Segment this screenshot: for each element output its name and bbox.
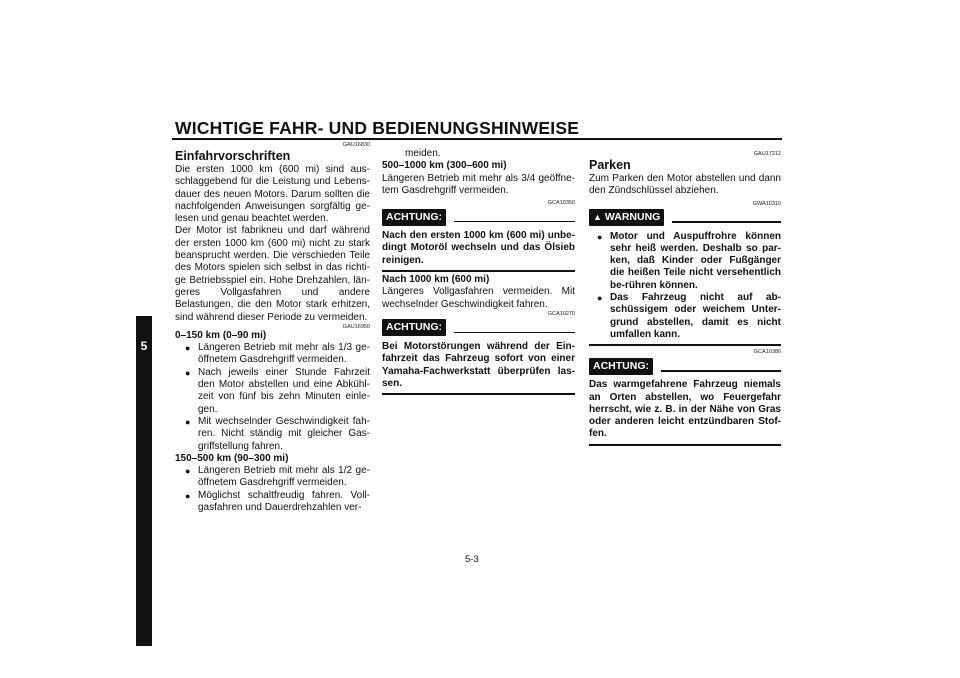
caution-end-rule: [382, 393, 575, 395]
ref-code: GAU16950: [342, 323, 370, 330]
paragraph: Der Motor ist fabrikneu und darf während der ersten 1000 km (600 mi) nicht zu stark beansprucht werden. Die verschieden Teile des Motors spielen sich selbst in das richti-ge Betriebsspiel ein. Hohe Drehzahlen, län-geres Vollgasfahren und andere Belastungen, die den Motor stark erhitzen, sind während dieser Periode zu vermeiden.: [175, 225, 370, 323]
bullet-list: [175, 465, 370, 514]
list-item: ● Mit wechselnder Geschwindigkeit fah-ren. Nicht ständig mit gleicher Gas-griffstellung fahren.: [185, 415, 370, 452]
page-title: WICHTIGE FAHR- UND BEDIENUNGSHINWEISE: [175, 118, 580, 138]
paragraph: Längeren Betrieb mit mehr als 3/4 geöffne-tem Gasdrehgriff vermeiden.: [382, 172, 575, 196]
caution-box: [589, 355, 781, 445]
caution-label: ACHTUNG:: [589, 358, 653, 375]
list-item: ● Längeren Betrieb mit mehr als 1/2 ge-öffnetem Gasdrehgriff vermeiden.: [185, 465, 370, 489]
ref-code: GCA10350: [547, 200, 575, 207]
caution-text: Nach den ersten 1000 km (600 mi) unbe-dingt Motoröl wechseln und das Ölsieb reinigen.: [382, 230, 575, 266]
bullet-icon: ●: [185, 416, 191, 427]
title-rule: [172, 138, 782, 140]
caution-box: [382, 206, 575, 272]
ref-code: GWA10310: [752, 200, 781, 207]
list-item: ● Motor und Auspuffrohre können sehr heiß werden. Deshalb so par-ken, daß Kinder oder Fußgänger die heißen Teile nicht versehentlich be-rühren können.: [597, 230, 781, 291]
warning-triangle-icon: ▲: [593, 212, 602, 223]
section-heading-einfahrvorschriften: Einfahrvorschriften: [175, 149, 291, 163]
caution-end-rule: [382, 270, 575, 272]
caution-end-rule: [589, 444, 781, 446]
caution-box: [382, 317, 575, 395]
paragraph: Die ersten 1000 km (600 mi) sind aus-schlaggebend für die Leistung und Lebens-dauer des neuen Motors. Darum sollten die nachfolgenden Anweisungen sorgfältig ge-lesen und genau beachtet werden.: [175, 164, 370, 225]
subheading: 150–500 km (90–300 mi): [175, 452, 289, 464]
column-2: [382, 142, 575, 395]
column-1: [175, 142, 370, 514]
subheading: Nach 1000 km (600 mi): [382, 274, 490, 286]
bullet-icon: ●: [185, 367, 191, 378]
bullet-icon: ●: [185, 466, 191, 477]
list-item: ● Möglichst schaltfreudig fahren. Voll-gasfahren und Dauerdrehzahlen ver-: [185, 489, 370, 514]
caution-text: Das warmgefahrene Fahrzeug niemals an Orten abstellen, wo Feuergefahr herrscht, wie z. B. in der Nähe von Gras oder anderen leicht entzündbaren Stof-fen.: [589, 379, 781, 440]
section-heading-parken: Parken: [589, 158, 631, 172]
list-item: ● Längeren Betrieb mit mehr als 1/3 ge-öffnetem Gasdrehgriff vermeiden.: [185, 342, 370, 366]
bullet-icon: ●: [185, 343, 191, 354]
list-item: ● Nach jeweils einer Stunde Fahrzeit den Motor abstellen und eine Abkühl-zeit von fünf bis zehn Minuten einle-gen.: [185, 366, 370, 415]
warning-label: ▲ WARNUNG: [589, 209, 664, 226]
warning-box: [589, 207, 781, 347]
subheading: 0–150 km (0–90 mi): [175, 329, 267, 341]
continued-text: meiden.: [405, 148, 441, 159]
warning-list: [589, 231, 781, 342]
chapter-tab: [136, 316, 152, 646]
caution-text: Bei Motorstörungen während der Ein-fahrzeit das Fahrzeug sofort von einer Yamaha-Fachwerkstatt überprüfen las-sen.: [382, 340, 575, 389]
column-3: [589, 142, 781, 446]
ref-code: GCA10270: [547, 310, 575, 317]
bullet-icon: ●: [185, 490, 191, 501]
paragraph: Längeres Vollgasfahren vermeiden. Mit wechselnder Geschwindigkeit fahren.: [382, 286, 575, 310]
chapter-number: 5: [140, 339, 148, 353]
subheading: 500–1000 km (300–600 mi): [382, 160, 507, 172]
caution-label: ACHTUNG:: [382, 209, 446, 226]
page-number: 5-3: [465, 554, 479, 565]
ref-code: GCA10380: [753, 349, 781, 356]
warning-end-rule: [589, 344, 781, 346]
ref-code: GAU17212: [753, 151, 781, 157]
list-item: ● Das Fahrzeug nicht auf ab-schüssigem oder weichem Unter-grund abstellen, damit es nicht umfallen kann.: [597, 292, 781, 340]
bullet-icon: ●: [597, 231, 603, 242]
bullet-icon: ●: [597, 293, 603, 304]
bullet-list: [175, 342, 370, 453]
paragraph: Zum Parken den Motor abstellen und dann den Zündschlüssel abziehen.: [589, 173, 781, 197]
ref-code: GAU16830: [342, 142, 370, 148]
caution-label: ACHTUNG:: [382, 319, 446, 336]
